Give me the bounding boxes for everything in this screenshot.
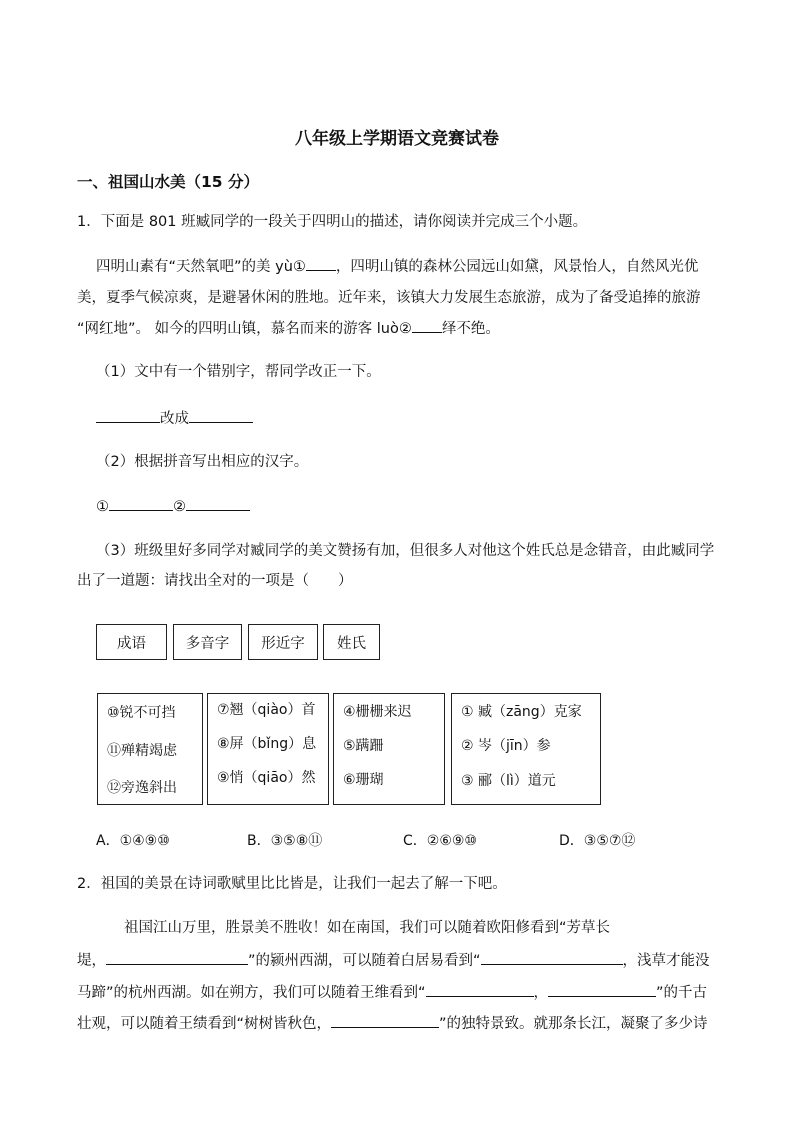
poetry-text: 堤，: [77, 953, 106, 969]
poetry-blank-1[interactable]: [106, 950, 248, 965]
passage-line-1: [96, 256, 698, 277]
poetry-text: 马蹄”的杭州西湖。如在朔方，我们可以随着王维看到“: [77, 985, 426, 1001]
similar-char-item: ④栅栅来迟: [343, 704, 412, 720]
surname-item: ① 臧（zāng）克家: [461, 704, 582, 720]
poetry-text: 壮观，可以随着王绩看到“树树皆秋色，: [77, 1016, 332, 1032]
poetry-line-4: [77, 1013, 708, 1034]
idiom-item: ⑫旁逸斜出: [107, 780, 177, 796]
surname-item: ② 岑（jīn）参: [461, 738, 551, 754]
idiom-item: ⑪殚精竭虑: [107, 743, 177, 759]
idiom-items-box: [97, 693, 203, 805]
similar-char-items-box: [333, 693, 445, 805]
correction-label: 改成: [160, 411, 189, 427]
question-1-intro: 1．下面是 801 班臧同学的一段关于四明山的描述，请你阅读并完成三个小题。: [77, 214, 588, 230]
passage-text: 绎不绝。: [441, 321, 500, 337]
page-title: 八年级上学期语文竞赛试卷: [295, 129, 499, 149]
option-c[interactable]: C．②⑥⑨⑩: [403, 833, 477, 849]
category-polyphone: 多音字: [173, 624, 242, 660]
poetry-blank-5[interactable]: [331, 1013, 439, 1028]
poetry-text: ，浅草才能没: [622, 953, 710, 969]
polyphone-items-box: [207, 693, 329, 805]
answer-blank-1[interactable]: [306, 256, 336, 271]
passage-text: 四明山素有“天然氧吧”的美 yù①: [96, 259, 306, 275]
subquestion-1: （1）文中有一个错别字，帮同学改正一下。: [96, 364, 381, 380]
poetry-text: ”的颍州西湖，可以随着白居易看到“: [248, 953, 481, 969]
blank-number-2: ②: [173, 499, 186, 515]
poetry-blank-3[interactable]: [426, 982, 534, 997]
wrong-char-blank[interactable]: [96, 408, 160, 423]
pinyin-answer-line: [96, 496, 250, 517]
subquestion-3-line-2: 出了一道题：请找出全对的一项是（ ）: [77, 573, 353, 589]
option-d[interactable]: D．③⑤⑦⑫: [559, 833, 636, 849]
correction-line: [96, 408, 253, 429]
polyphone-item: ⑨悄（qiāo）然: [217, 770, 316, 786]
section-heading: 一、祖国山水美（15 分）: [77, 173, 259, 191]
poetry-blank-2[interactable]: [481, 950, 623, 965]
passage-line-2: 美，夏季气候凉爽，是避暑休闲的胜地。近年来，该镇大力发展生态旅游，成为了备受追捧的旅游: [77, 290, 701, 306]
subquestion-3-line-1: （3）班级里好多同学对臧同学的美文赞扬有加，但很多人对他这个姓氏总是念错音，由此臧同学: [96, 543, 715, 559]
polyphone-item: ⑦翘（qiào）首: [217, 702, 316, 718]
pinyin-blank-2[interactable]: [186, 496, 250, 511]
option-b[interactable]: B．③⑤⑧⑪: [247, 833, 323, 849]
surname-item: ③ 郦（lì）道元: [461, 773, 556, 789]
similar-char-item: ⑥珊瑚: [343, 772, 384, 788]
category-surname: 姓氏: [323, 624, 380, 660]
answer-blank-2[interactable]: [412, 318, 442, 333]
poetry-line-2: [77, 950, 710, 971]
category-idiom: 成语: [96, 624, 167, 660]
right-char-blank[interactable]: [189, 408, 253, 423]
passage-text: ，四明山镇的森林公园远山如黛，风景怡人，自然风光优: [335, 259, 699, 275]
subquestion-2: （2）根据拼音写出相应的汉字。: [96, 454, 309, 470]
pinyin-blank-1[interactable]: [109, 496, 173, 511]
poetry-text: ，: [533, 985, 549, 1001]
poetry-blank-4[interactable]: [548, 982, 656, 997]
polyphone-item: ⑧屏（bǐng）息: [217, 736, 317, 752]
surname-items-box: [451, 693, 601, 805]
idiom-item: ⑩锐不可挡: [107, 705, 176, 721]
blank-number-1: ①: [96, 499, 109, 515]
category-similar-chars: 形近字: [248, 624, 318, 660]
question-2-intro: 2．祖国的美景在诗词歌赋里比比皆是，让我们一起去了解一下吧。: [77, 876, 507, 892]
poetry-text: ”的千古: [656, 985, 708, 1001]
passage-text: “网红地”。 如今的四明山镇，慕名而来的游客 luò②: [77, 321, 412, 337]
option-a[interactable]: A．①④⑨⑩: [96, 833, 170, 849]
passage-line-3: [77, 318, 500, 339]
poetry-line-3: [77, 982, 707, 1003]
similar-char-item: ⑤蹒跚: [343, 738, 384, 754]
poetry-line-1: 祖国江山万里，胜景美不胜收！如在南国，我们可以随着欧阳修看到“芳草长: [124, 920, 611, 936]
poetry-text: ”的独特景致。就那条长江，凝聚了多少诗: [439, 1016, 708, 1032]
